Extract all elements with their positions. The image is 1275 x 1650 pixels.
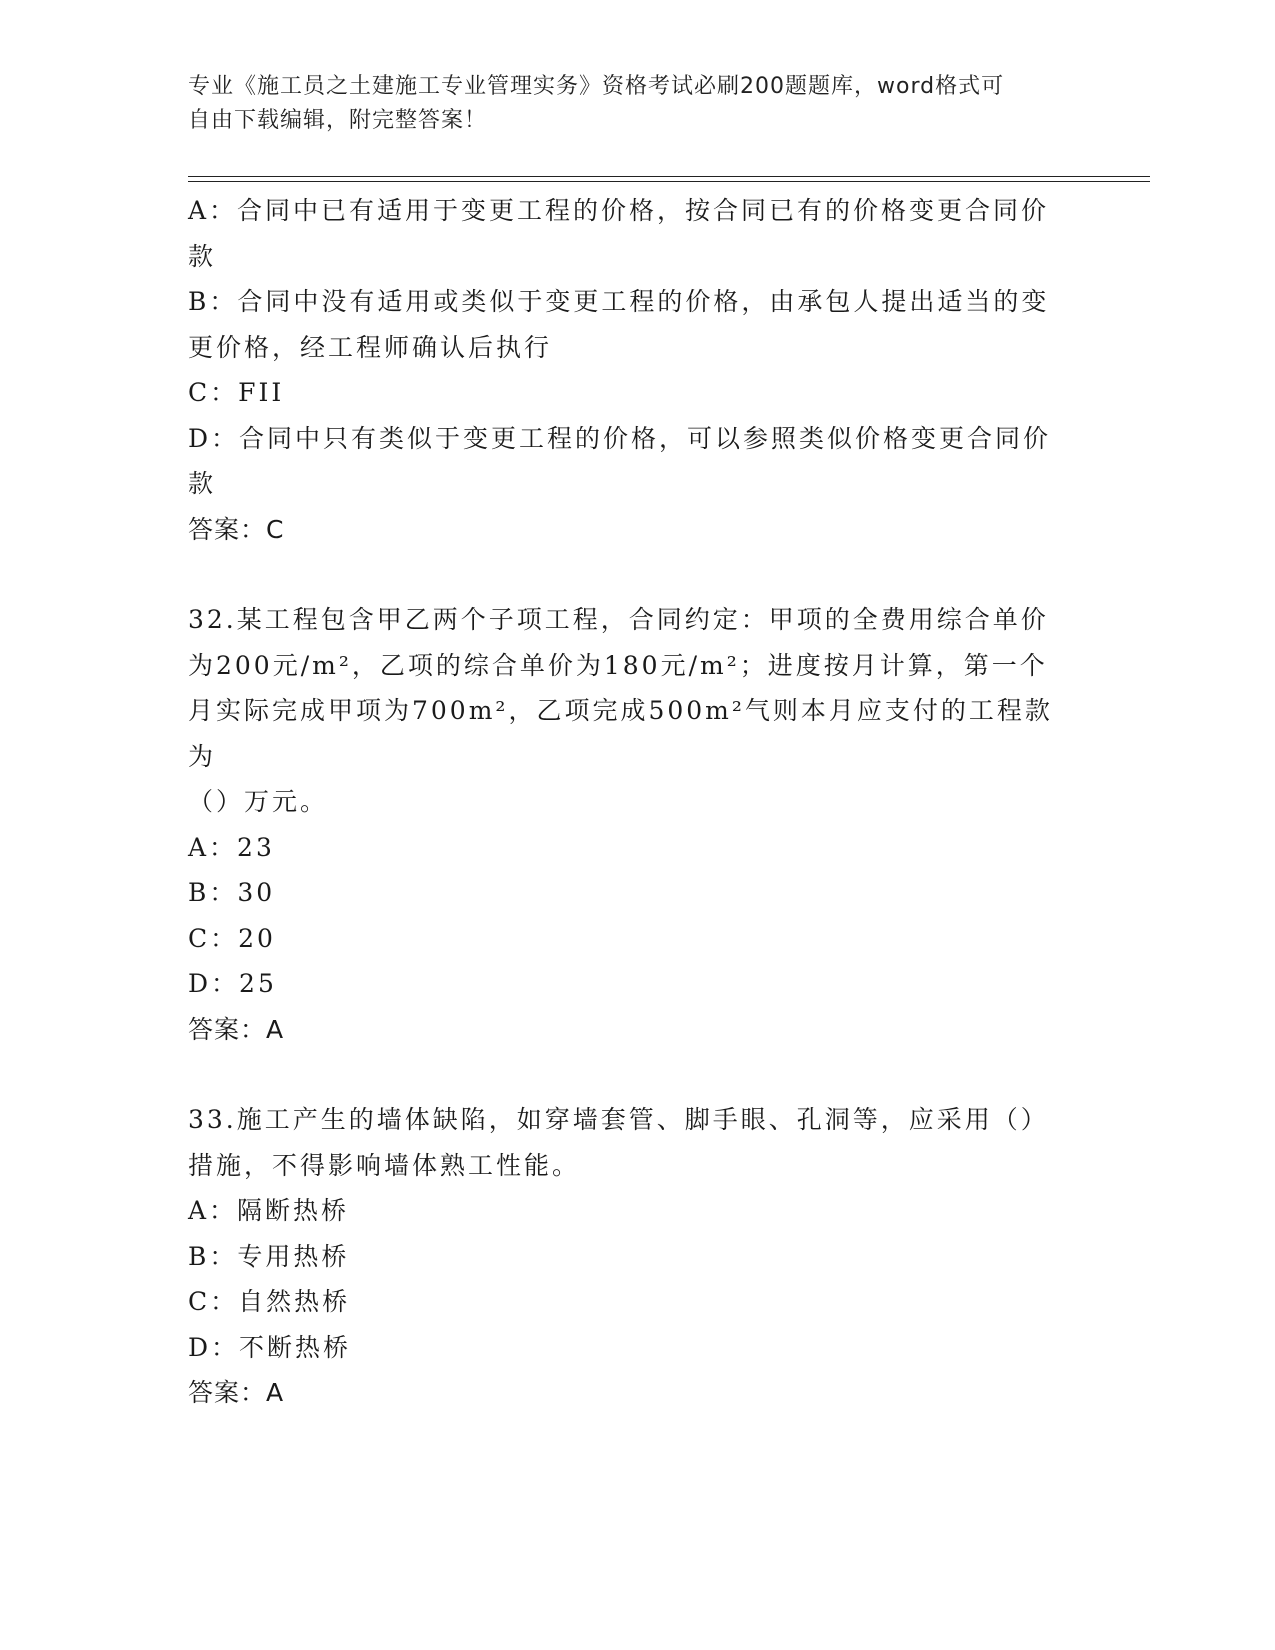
question-33 [188,1097,1068,1416]
document-header [188,70,1068,138]
option-c-line-1: C：FII [188,378,285,407]
answer-label: 答案：C [188,514,285,544]
header-line-1: 专业《施工员之土建施工专业管理实务》资格考试必刷200题题库，word格式可 [188,74,1005,99]
option-d: D：不断热桥 [188,1332,352,1362]
document-body [188,188,1068,1416]
option-d-line-2: 款 [188,469,217,498]
option-b [188,279,1068,370]
question-spacer [188,1052,1068,1097]
option-a-line-1: A：合同中已有适用于变更工程的价格，按合同已有的价格变更合同价 [188,196,1050,225]
header-divider-bottom [188,181,1150,182]
option-a [188,188,1068,279]
option-c: C：自然热桥 [188,1287,351,1316]
option-b-line-1: B：合同中没有适用或类似于变更工程的价格，由承包人提出适当的变 [188,287,1050,316]
option-b-line-2: 更价格，经工程师确认后执行 [188,332,553,362]
header-line-2: 自由下载编辑，附完整答案！ [188,108,488,133]
question-spacer [188,552,1068,597]
option-d: D：25 [188,969,277,998]
header-divider-top [188,176,1150,177]
option-a: A：23 [188,832,275,862]
option-a: A：隔断热桥 [188,1196,350,1225]
option-c: C：20 [188,923,276,953]
question-stem-line-1: 32.某工程包含甲乙两个子项工程，合同约定：甲项的全费用综合单价 [188,605,1049,634]
question-stem-line-4: （）万元。 [188,787,329,816]
option-b: B：30 [188,878,276,907]
option-a-line-2: 款 [188,241,217,271]
question-stem-line-1: 33.施工产生的墙体缺陷，如穿墙套管、脚手眼、孔洞等，应采用（） [188,1105,1049,1134]
previous-question [188,188,1068,552]
answer-label: 答案：A [188,1378,285,1407]
option-d [188,416,1068,507]
answer-label: 答案：A [188,1014,285,1044]
question-stem-line-2: 措施，不得影响墙体熟工性能。 [188,1150,581,1180]
option-b: B：专用热桥 [188,1241,350,1271]
option-d-line-1: D：合同中只有类似于变更工程的价格，可以参照类似价格变更合同价 [188,423,1052,453]
question-stem-line-3: 月实际完成甲项为700m²，乙项完成500m²气则本月应支付的工程款为 [188,696,1053,771]
question-32 [188,597,1068,1052]
question-stem-line-2: 为200元/m²，乙项的综合单价为180元/m²；进度按月计算，第一个 [188,650,1048,680]
option-c [188,370,1068,416]
